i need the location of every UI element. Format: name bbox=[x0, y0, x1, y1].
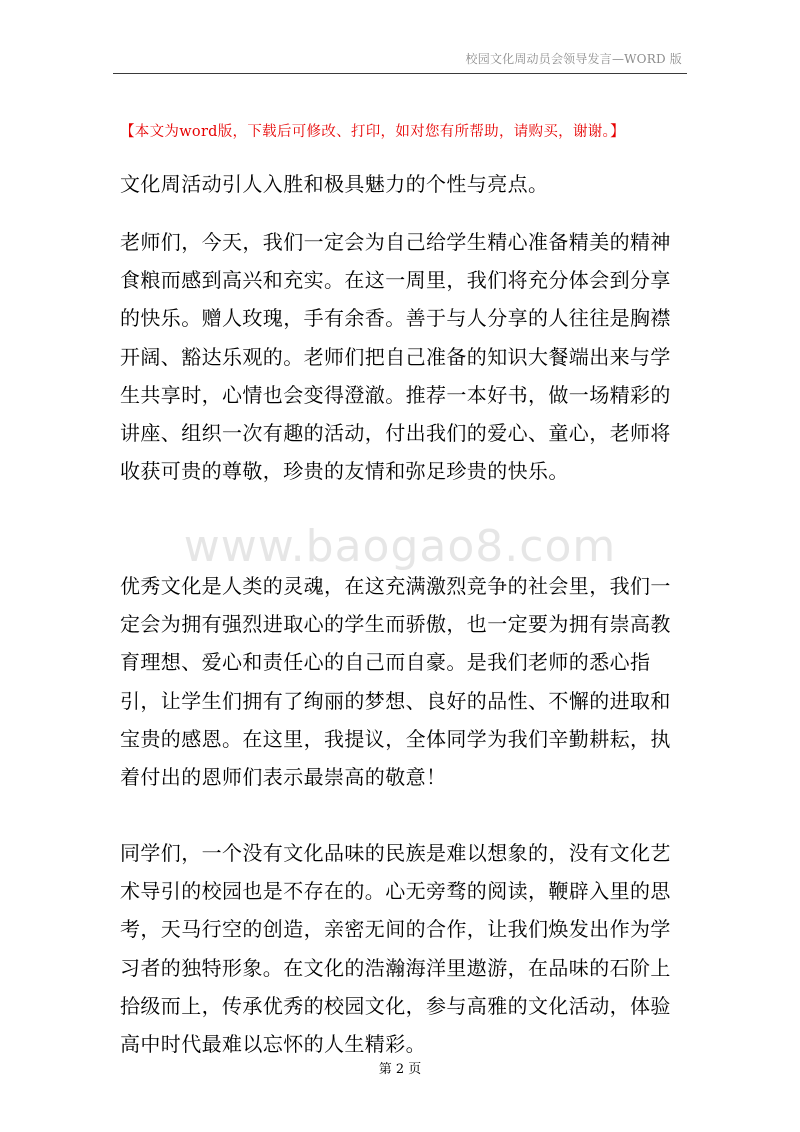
purchase-notice: 【本文为word版，下载后可修改、打印，如对您有所帮助，请购买，谢谢。】 bbox=[120, 124, 625, 140]
page-number: 第 2 页 bbox=[378, 1062, 422, 1077]
paragraph-2: 老师们，今天，我们一定会为自己给学生精心准备精美的精神食粮而感到高兴和充实。在这一周里，我们将充分体会到分享的快乐。赠人玫瑰，手有余香。善于与人分享的人往往是胸襟开阔、豁达乐观的。老师们把自己准备的知识大餐端出来与学生共享时，心情也会变得澄澈。推荐一本好书，做一场精彩的讲座、组织一次有趣的活动，付出我们的爱心、童心，老师将收获可贵的尊敬，珍贵的友情和弥足珍贵的快乐。 bbox=[120, 230, 671, 484]
paragraph-3: 优秀文化是人类的灵魂，在这充满激烈竞争的社会里，我们一定会为拥有强烈进取心的学生而骄傲，也一定要为拥有崇高教育理想、爱心和责任心的自己而自豪。是我们老师的悉心指引，让学生们拥有了绚丽的梦想、良好的品性、不懈的进取和宝贵的感恩。在这里，我提议，全体同学为我们辛勤耕耘，执着付出的恩师们表示最崇高的敬意！ bbox=[120, 574, 671, 790]
header-divider bbox=[113, 73, 687, 74]
running-header: 校园文化周动员会领导发言—WORD 版 bbox=[465, 52, 682, 66]
paragraph-4: 同学们，一个没有文化品味的民族是难以想象的，没有文化艺术导引的校园也是不存在的。心无旁骛的阅读，鞭辟入里的思考，天马行空的创造，亲密无间的合作，让我们焕发出作为学习者的独特形象。在文化的浩瀚海洋里遨游，在品味的石阶上拾级而上，传承优秀的校园文化，参与高雅的文化活动，体验高中时代最难以忘怀的人生精彩。 bbox=[120, 841, 671, 1057]
watermark: www.baogao8.com bbox=[183, 521, 617, 572]
paragraph-1: 文化周活动引人入胜和极具魅力的个性与亮点。 bbox=[120, 172, 549, 196]
